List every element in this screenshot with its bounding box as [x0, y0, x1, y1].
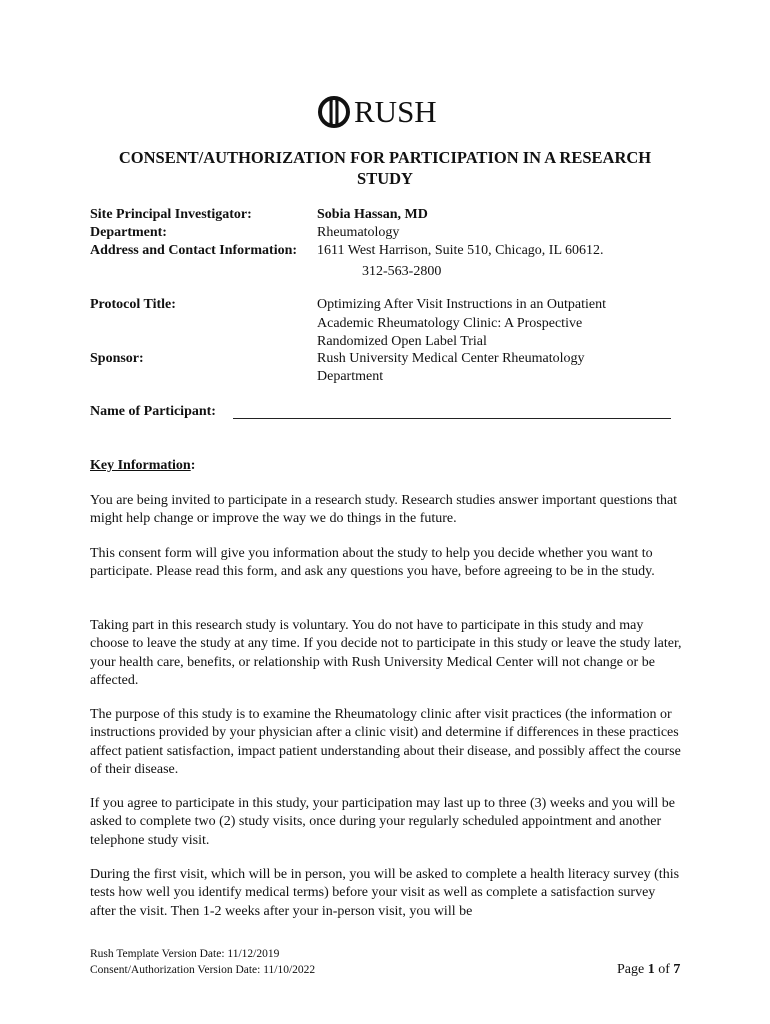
footer	[90, 946, 315, 978]
paragraph: During the first visit, which will be in person, you will be asked to complete a health literacy survey (this tests how well you identify medical terms) before your visit as well as complete a satisfaction survey after the visit. Then 1-2 weeks after your in-person visit, you will be	[90, 867, 680, 919]
protocol-label: Protocol Title:	[90, 297, 176, 312]
sponsor-label: Sponsor:	[90, 351, 144, 366]
paragraph: Taking part in this research study is voluntary. You do not have to participate in this study and may choose to leave the study at any time. If you decide not to participate in this study or leave the study later, your health care, benefits, or relationship with Rush University Medical Center will not change or be affected.	[90, 618, 682, 688]
participant-name-line[interactable]	[233, 418, 671, 419]
logo-text: RUSH	[354, 94, 437, 129]
key-information-colon: :	[190, 458, 196, 473]
page-current: 1	[647, 962, 655, 977]
document-title: CONSENT/AUTHORIZATION FOR PARTICIPATION IN A RESEARCH STUDY	[118, 148, 652, 188]
consent-version-date: Consent/Authorization Version Date: 11/10/2022	[90, 964, 316, 976]
investigator-label: Site Principal Investigator:	[90, 207, 252, 222]
paragraph: This consent form will give you information about the study to help you decide whether you want to participate. Please read this form, and ask any questions you have, before agreeing to be in the study.	[90, 546, 655, 580]
page-total: 7	[673, 962, 681, 977]
protocol-title-line: Optimizing After Visit Instructions in an Outpatient	[317, 297, 606, 312]
investigator-value: Sobia Hassan, MD	[317, 207, 428, 222]
sponsor-line: Department	[317, 369, 384, 384]
template-version-date: Rush Template Version Date: 11/12/2019	[90, 948, 280, 960]
address-label: Address and Contact Information:	[90, 243, 298, 258]
key-information-text: Key Information	[90, 458, 191, 473]
department-label: Department:	[90, 225, 167, 240]
department-value: Rheumatology	[317, 225, 400, 240]
phone-number: 312-563-2800	[362, 264, 442, 279]
paragraph: If you agree to participate in this study, your participation may last up to three (3) weeks and you will be asked to complete two (2) study visits, once during your regularly scheduled appointment and another telephone study visit.	[90, 796, 675, 848]
participant-label: Name of Participant:	[90, 404, 216, 419]
sponsor-line: Rush University Medical Center Rheumatology	[317, 351, 585, 366]
rush-emblem-icon	[318, 96, 350, 128]
address-line: 1611 West Harrison, Suite 510, Chicago, IL 60612.	[317, 243, 604, 258]
paragraph: You are being invited to participate in a research study. Research studies answer important questions that might help change or improve the way we do things in the future.	[90, 493, 678, 527]
page-prefix: Page	[617, 962, 648, 977]
rush-logo	[318, 92, 437, 132]
protocol-title-line: Randomized Open Label Trial	[317, 334, 487, 349]
page-of: of	[654, 962, 674, 977]
key-information-heading	[90, 457, 195, 475]
participant-name-field	[90, 403, 216, 421]
page-number	[617, 961, 680, 979]
paragraph: The purpose of this study is to examine the Rheumatology clinic after visit practices (the information or instructions provided by your physician after a clinic visit) and determine if differences in these practices affect patient satisfaction, impact patient understanding about their disease, and possibly affect the course of their disease.	[90, 707, 681, 777]
protocol-title-line: Academic Rheumatology Clinic: A Prospective	[317, 316, 583, 331]
